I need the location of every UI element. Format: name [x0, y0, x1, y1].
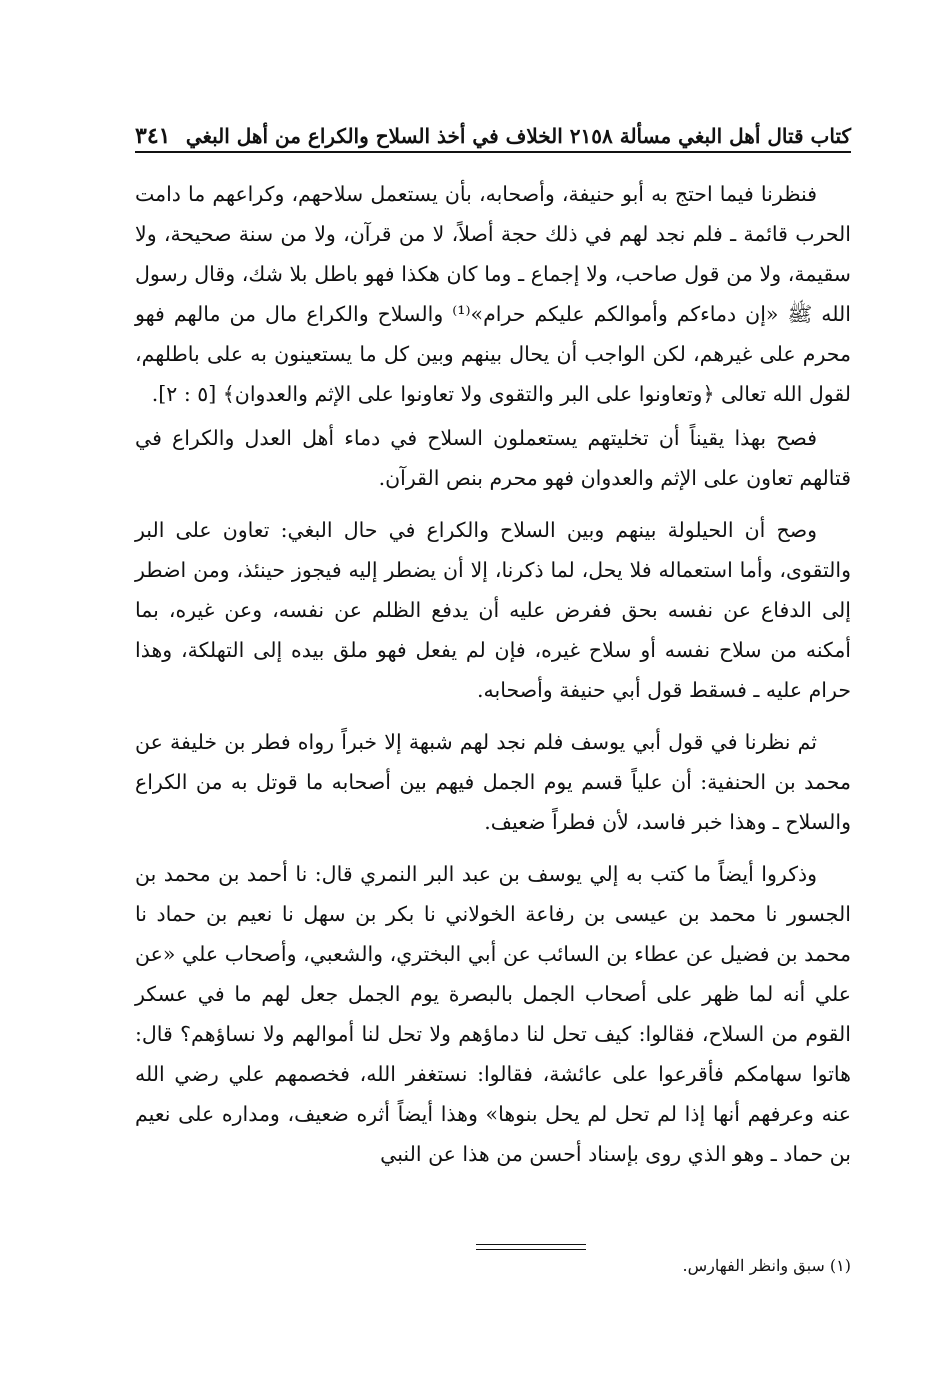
- paragraph: وذكروا أيضاً ما كتب به إلي يوسف بن عبد البر النمري قال: نا أحمد بن محمد بن الجسور نا محمد بن عيسى بن رفاعة الخولاني نا بكر بن سهل نا نعيم بن حماد نا محمد بن فضيل عن عطاء بن السائب عن أبي البختري، والشعبي، وأصحاب علي «عن علي أنه لما ظهر على أصحاب الجمل بالبصرة يوم الجمل جعل لهم ما في عسكر القوم من السلاح، فقالوا: كيف تحل لنا دماؤهم ولا تحل لنا أموالهم ولا نساؤهم؟ قال: هاتوا سهامكم فأقرعوا على عائشة، فقالوا: نستغفر الله، فخصمهم علي رضي الله عنه وعرفهم أنها إذا لم تحل لم يحل بنوها» وهذا أيضاً أثره ضعيف، ومداره على نعيم بن حماد ـ وهو الذي روى بإسناد أحسن من هذا عن النبي: [135, 862, 851, 1166]
- paragraph: وصح أن الحيلولة بينهم وبين السلاح والكراع في حال البغي: تعاون على البر والتقوى، وأما استعماله فلا يحل، لما ذكرنا، إلا أن يضطر إليه فيجوز حينئذ، ومن اضطر إلى الدفاع عن نفسه بحق ففرض عليه أن يدفع الظلم عن نفسه، وعن غيره، بما أمكنه من سلاح نفسه أو سلاح غيره، فإن لم يفعل فهو ملق بيده إلى التهلكة، وهذا حرام عليه ـ فسقط قول أبي حنيفة وأصحابه.: [135, 518, 851, 702]
- header-divider: [135, 151, 851, 153]
- footnote-divider: [476, 1244, 586, 1245]
- page-number: ٣٤١: [135, 123, 171, 149]
- main-text: [135, 174, 851, 1186]
- paragraph: فصح بهذا يقيناً أن تخليتهم يستعملون السلاح في دماء أهل العدل والكراع في قتالهم تعاون على الإثم والعدوان فهو محرم بنص القرآن.: [135, 426, 851, 490]
- paragraph: فنظرنا فيما احتج به أبو حنيفة، وأصحابه، بأن يستعمل سلاحهم، وكراعهم ما دامت الحرب قائمة ـ فلم نجد لهم في ذلك حجة أصلاً، لا من قرآن، ولا من سنة صحيحة، ولا سقيمة، ولا من قول صاحب، ولا إجماع ـ وما كان هكذا فهو باطل بلا شك، وقال رسول الله ﷺ «إن دماءكم وأموالكم عليكم حرام»⁽¹⁾ والسلاح والكراع مال من مالهم فهو محرم على غيرهم، لكن الواجب أن يحال بينهم وبين كل ما يستعينون به على باطلهم، لقول الله تعالى ﴿وتعاونوا على البر والتقوى ولا تعاونوا على الإثم والعدوان﴾ [٥ : ٢].: [135, 182, 851, 406]
- footnote: (١) سبق وانظر الفهارس.: [682, 1256, 851, 1275]
- footnote-divider: [476, 1249, 586, 1250]
- paragraph: ثم نظرنا في قول أبي يوسف فلم نجد لهم شبهة إلا خبراً رواه فطر بن خليفة عن محمد بن الحنفية: أن علياً قسم يوم الجمل فيهم بين أصحابه ما قوتل به من الكراع والسلاح ـ وهذا خبر فاسد، لأن فطراً ضعيف.: [135, 730, 851, 834]
- running-header: [135, 108, 851, 150]
- header-title: كتاب قتال أهل البغي مسألة ٢١٥٨ الخلاف في أخذ السلاح والكراع من أهل البغي: [185, 124, 851, 148]
